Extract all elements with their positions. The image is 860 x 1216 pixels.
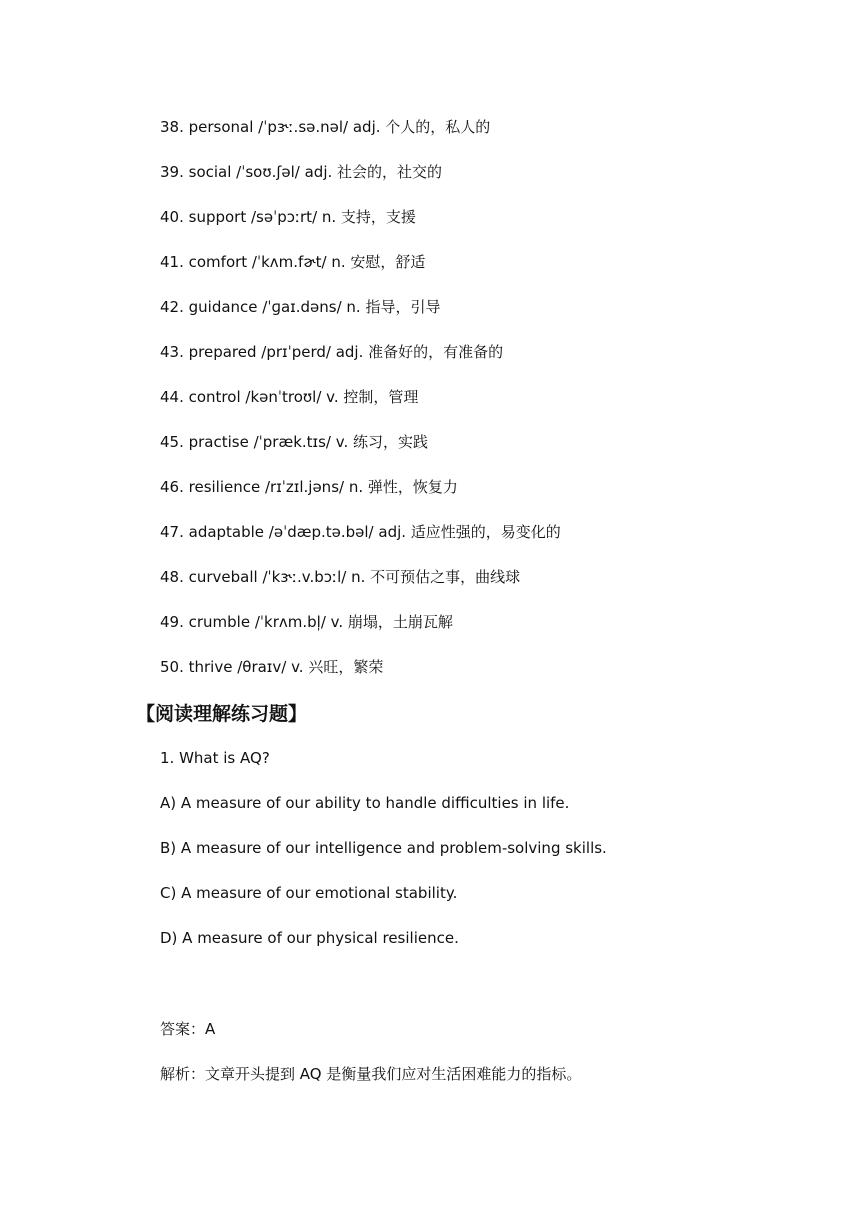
reading-question xyxy=(160,748,607,973)
answer-block xyxy=(160,1019,581,1109)
explanation-text: 解析：文章开头提到 AQ 是衡量我们应对生活困难能力的指标。 xyxy=(160,1065,582,1083)
vocab-item: 49. crumble /ˈkrʌm.bl̩/ v. 崩塌，土崩瓦解 xyxy=(160,613,453,631)
vocab-item: 48. curveball /ˈkɝː.v.bɔːl/ n. 不可预估之事，曲线球 xyxy=(160,568,521,586)
answer-text: 答案：A xyxy=(160,1020,216,1038)
question-prompt: 1. What is AQ? xyxy=(160,749,270,767)
vocab-item: 42. guidance /ˈɡaɪ.dəns/ n. 指导，引导 xyxy=(160,298,441,316)
section-heading: 【阅读理解练习题】 xyxy=(136,703,308,725)
vocab-item: 45. practise /ˈpræk.tɪs/ v. 练习，实践 xyxy=(160,433,429,451)
vocab-item: 44. control /kənˈtroʊl/ v. 控制，管理 xyxy=(160,388,419,406)
vocab-item: 40. support /səˈpɔːrt/ n. 支持，支援 xyxy=(160,208,416,226)
vocab-item: 50. thrive /θraɪv/ v. 兴旺，繁荣 xyxy=(160,658,384,676)
option-c: C) A measure of our emotional stability. xyxy=(160,884,458,902)
vocab-item: 46. resilience /rɪˈzɪl.jəns/ n. 弹性，恢复力 xyxy=(160,478,458,496)
option-b: B) A measure of our intelligence and problem-solving skills. xyxy=(160,839,607,857)
vocab-item: 47. adaptable /əˈdæp.tə.bəl/ adj. 适应性强的，易变化的 xyxy=(160,523,561,541)
vocabulary-list xyxy=(160,117,561,702)
vocab-item: 39. social /ˈsoʊ.ʃəl/ adj. 社会的，社交的 xyxy=(160,163,443,181)
vocab-item: 41. comfort /ˈkʌm.fɚt/ n. 安慰，舒适 xyxy=(160,253,426,271)
vocab-item: 43. prepared /prɪˈperd/ adj. 准备好的，有准备的 xyxy=(160,343,504,361)
option-d: D) A measure of our physical resilience. xyxy=(160,929,459,947)
option-a: A) A measure of our ability to handle difficulties in life. xyxy=(160,794,570,812)
vocab-item: 38. personal /ˈpɝː.sə.nəl/ adj. 个人的，私人的 xyxy=(160,118,491,136)
